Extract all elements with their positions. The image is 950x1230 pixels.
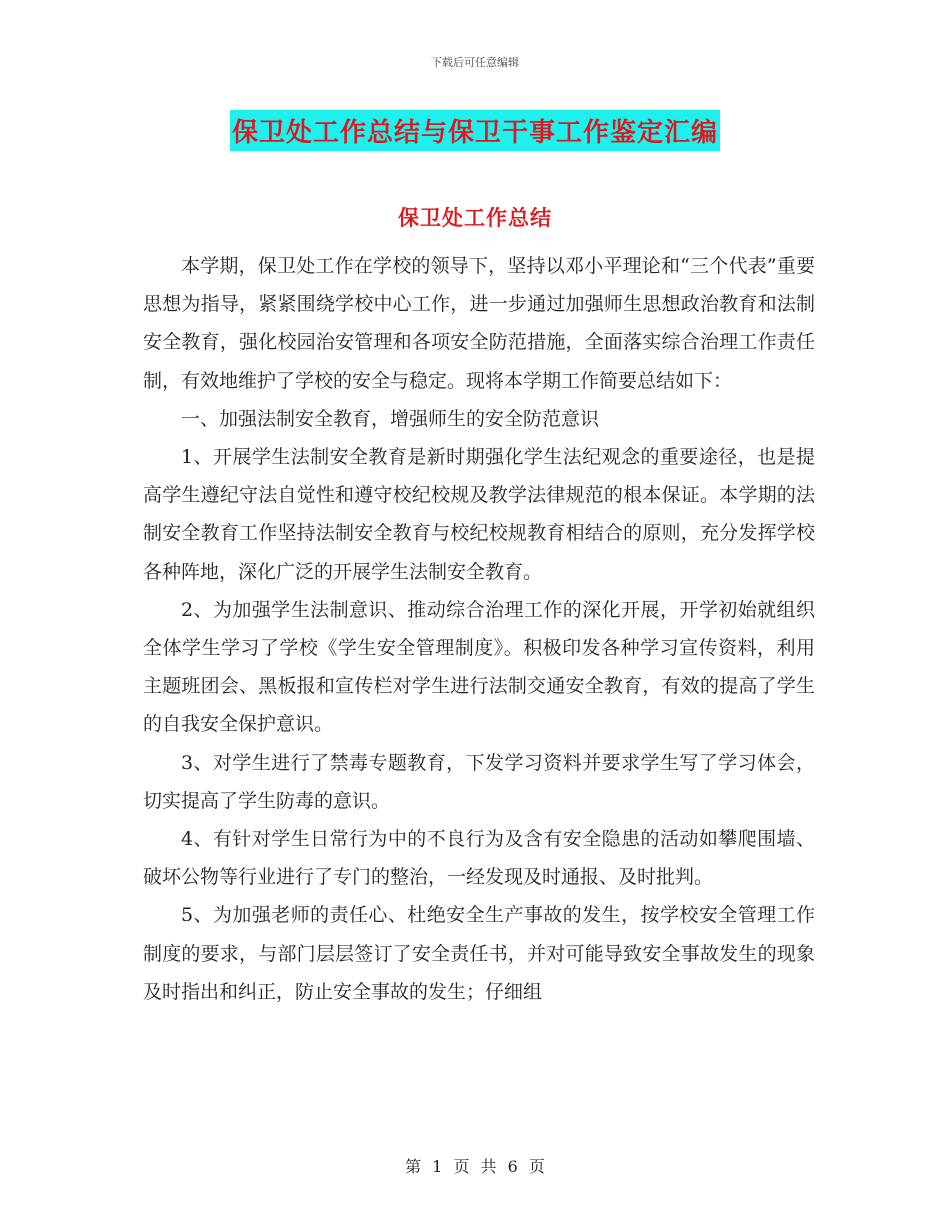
header-note: 下载后可任意编辑 [431, 56, 519, 69]
paragraph: 本学期，保卫处工作在学校的领导下，坚持以邓小平理论和“三个代表”重要思想为指导，紧紧围绕学校中心工作，进一步通过加强师生思想政治教育和法制安全教育，强化校园治安管理和各项安全防范措施，全面落实综合治理工作责任制，有效地维护了学校的安全与稳定。现将本学期工作简要总结如下： [143, 255, 815, 392]
paragraph: 2、为加强学生法制意识、推动综合治理工作的深化开展，开学初始就组织全体学生学习了学校《学生安全管理制度》。积极印发各种学习宣传资料，利用主题班团会、黑板报和宣传栏对学生进行法制交通安全教育，有效的提高了学生的自我安全保护意识。 [143, 598, 815, 736]
paragraph: 3、对学生进行了禁毒专题教育，下发学习资料并要求学生写了学习体会，切实提高了学生防毒的意识。 [143, 751, 815, 812]
section-title: 保卫处工作总结 [398, 205, 552, 230]
page-number-footer: 第 1 页 共 6 页 [405, 1157, 545, 1176]
document-title-wrapper [0, 110, 950, 151]
paragraph: 5、为加强老师的责任心、杜绝安全生产事故的发生，按学校安全管理工作制度的要求，与部门层层签订了安全责任书，并对可能导致安全事故发生的现象及时指出和纠正，防止安全事故的发生；仔细组 [143, 904, 815, 1003]
document-title: 保卫处工作总结与保卫干事工作鉴定汇编 [230, 110, 720, 151]
paragraph: 1、开展学生法制安全教育是新时期强化学生法纪观念的重要途径，也是提高学生遵纪守法自觉性和遵守校纪校规及教学法律规范的根本保证。本学期的法制安全教育工作坚持法制安全教育与校纪校规教育相结合的原则，充分发挥学校各种阵地，深化广泛的开展学生法制安全教育。 [143, 446, 815, 583]
document-body [143, 247, 815, 1011]
paragraph: 一、加强法制安全教育，增强师生的安全防范意识 [181, 407, 600, 430]
paragraph: 4、有针对学生日常行为中的不良行为及含有安全隐患的活动如攀爬围墙、破坏公物等行业进行了专门的整治，一经发现及时通报、及时批判。 [143, 828, 815, 889]
